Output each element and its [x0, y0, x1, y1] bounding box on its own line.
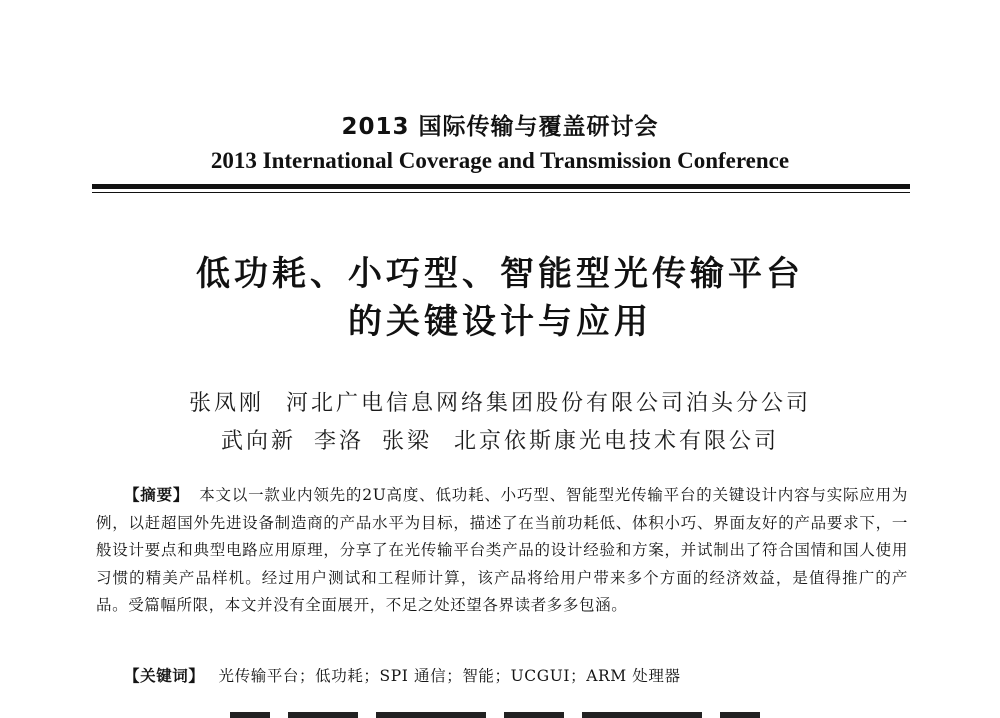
keywords [124, 664, 904, 686]
abstract [96, 482, 908, 620]
abstract-text: 本文以一款业内领先的2U高度、低功耗、小巧型、智能型光传输平台的关键设计内容与实际应用为例，以赶超国外先进设备制造商的产品水平为目标，描述了在当前功耗低、体积小巧、界面友好的产品要求下，一般设计要点和典型电路应用原理，分享了在光传输平台类产品的设计经验和方案，并试制出了符合国情和国人使用习惯的精美产品样机。经过用户测试和工程师计算，该产品将给用户带来多个方面的经济效益，是值得推广的产品。受篇幅所限，本文并没有全面展开，不足之处还望各界读者多多包涵。 [96, 486, 909, 614]
keywords-label: 【关键词】 [124, 667, 205, 685]
author-names: 张凤刚 [188, 391, 264, 416]
author-line-1 [0, 386, 1000, 417]
paper-title-line1: 低功耗、小巧型、智能型光传输平台 [196, 254, 804, 294]
author-name: 李洛 [313, 429, 364, 454]
paper-title-line2: 的关键设计与应用 [348, 302, 652, 342]
header-rule-thin [92, 192, 910, 193]
author-affiliation: 河北广电信息网络集团股份有限公司泊头分公司 [286, 391, 812, 416]
author-name: 武向新 [220, 429, 296, 454]
author-affiliation: 北京依斯康光电技术有限公司 [454, 429, 780, 454]
author-line-2 [0, 424, 1000, 455]
conference-name-cn: 2013 国际传输与覆盖研讨会 [341, 114, 659, 140]
author-name: 张梁 [382, 429, 433, 454]
abstract-label: 【摘要】 [124, 486, 190, 504]
keywords-text: 光传输平台；低功耗；SPI 通信；智能；UCGUI；ARM 处理器 [218, 667, 681, 685]
header-rule-thick [92, 184, 910, 189]
conference-name-en: 2013 International Coverage and Transmission Conference [210, 148, 790, 173]
cutoff-next-heading [230, 706, 790, 718]
